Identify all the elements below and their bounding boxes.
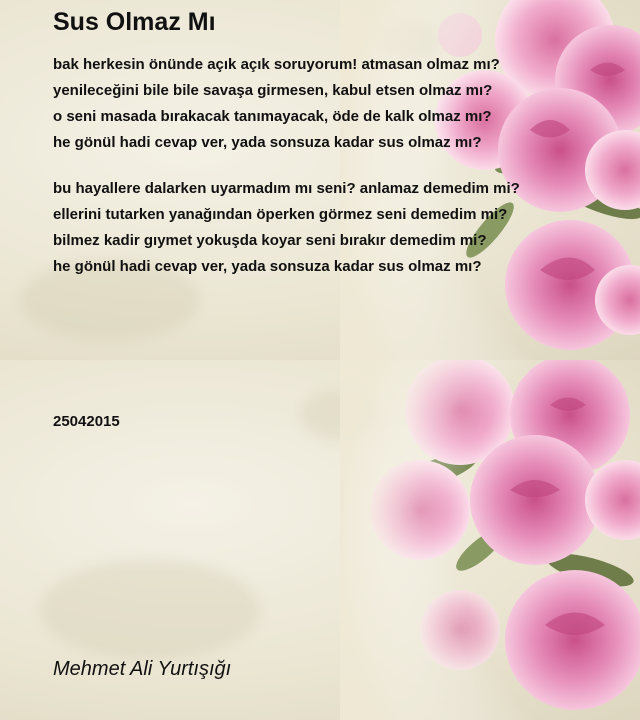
poem-line: he gönül hadi cevap ver, yada sonsuza kadar sus olmaz mı? <box>53 258 482 275</box>
poem-author: Mehmet Ali Yurtışığı <box>53 658 232 680</box>
poem-card-bottom <box>0 360 640 720</box>
poem-body <box>53 52 593 280</box>
poem-line: yenileceğini bile bile savaşa girmesen, kabul etsen olmaz mı? <box>53 82 493 99</box>
stanza-gap <box>53 156 593 176</box>
poem-title: Sus Olmaz Mı <box>53 8 216 36</box>
rose-bouquet-image <box>340 360 640 720</box>
poem-line: bak herkesin önünde açık açık soruyorum! atmasan olmaz mı? <box>53 56 500 73</box>
paper-stain <box>40 560 260 660</box>
poem-line: he gönül hadi cevap ver, yada sonsuza kadar sus olmaz mı? <box>53 134 482 151</box>
poem-date: 25042015 <box>53 413 120 430</box>
poem-line: ellerini tutarken yanağından öperken görmez seni demedim mi? <box>53 206 508 223</box>
poem-line: bu hayallere dalarken uyarmadım mı seni? anlamaz demedim mi? <box>53 180 520 197</box>
poem-line: bilmez kadir gıymet yokuşda koyar seni bırakır demedim mi? <box>53 232 487 249</box>
poem-line: o seni masada bırakacak tanımayacak, öde de kalk olmaz mı? <box>53 108 492 125</box>
